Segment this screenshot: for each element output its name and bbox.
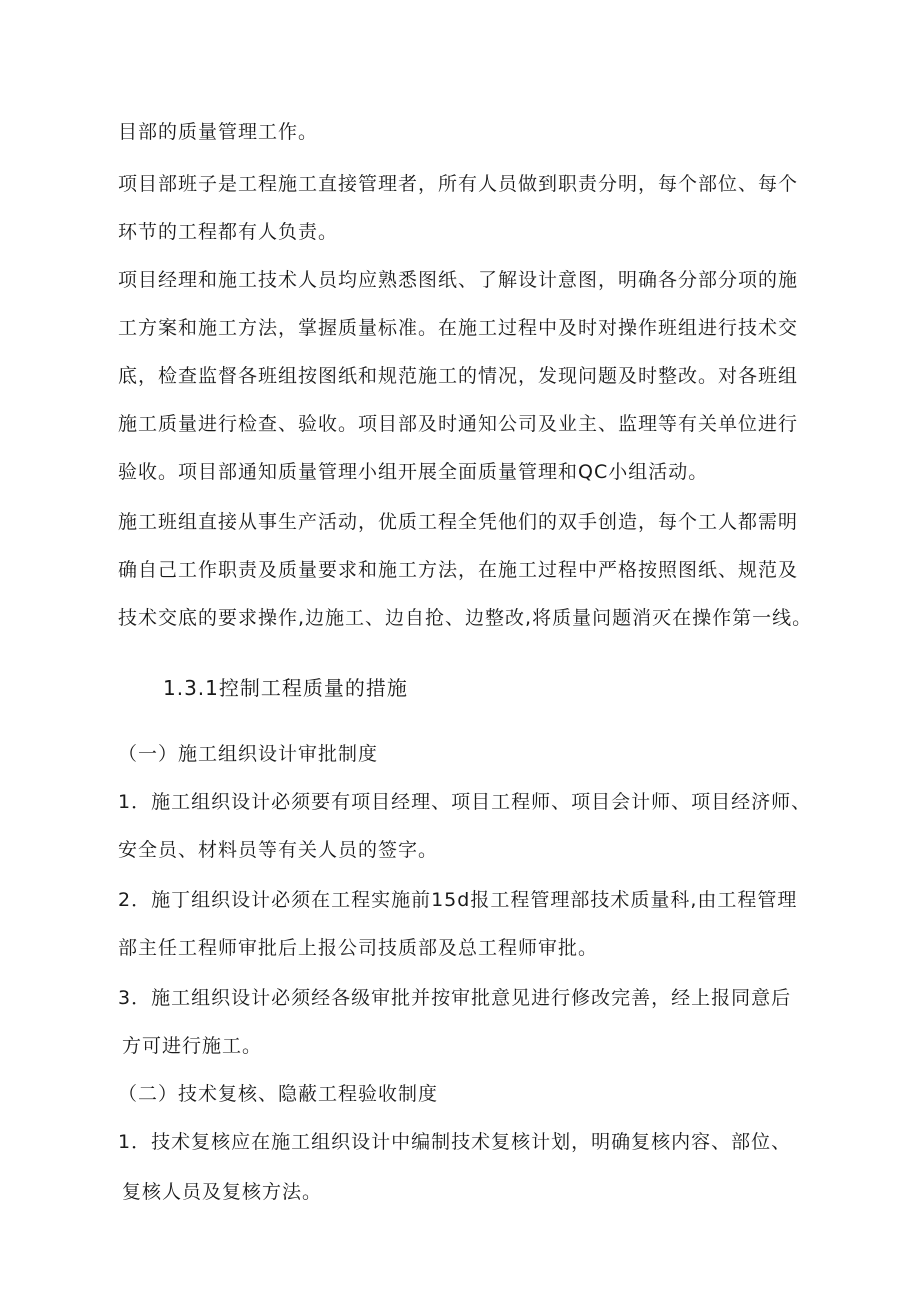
- paragraph-line: 底，检查监督各班组按图纸和规范施工的情况，发现问题及时整改。对各班组: [118, 365, 799, 387]
- list-item: 3．施工组织设计必须经各级审批并按审批意见进行修改完善，经上报同意后: [118, 987, 792, 1009]
- paragraph-line: 验收。项目部通知质量管理小组开展全面质量管理和QC小组活动。: [118, 461, 709, 483]
- paragraph-line: 工方案和施工方法，掌握质量标准。在施工过程中及时对操作班组进行技术交: [118, 317, 799, 339]
- paragraph-line: 环节的工程都有人负责。: [118, 221, 339, 243]
- list-item-continuation: 部主任工程师审批后上报公司技质部及总工程师审批。: [118, 937, 599, 959]
- subsection-heading: （二）技术复核、隐蔽工程验收制度: [118, 1083, 439, 1105]
- paragraph-line: 技术交底的要求操作,边施工、边自抢、边整改,将质量问题消灭在操作第一线。: [118, 607, 813, 629]
- list-item: 2．施丁组织设计必须在工程实施前15d报工程管理部技术质量科,由工程管理: [118, 889, 798, 911]
- subsection-heading: （一）施工组织设计审批制度: [118, 743, 379, 765]
- paragraph-line: 项目部班子是工程施工直接管理者，所有人员做到职责分明，每个部位、每个: [118, 173, 799, 195]
- list-item-continuation: 安全员、材料员等有关人员的签字。: [118, 839, 439, 861]
- list-item: 1．技术复核应在施工组织设计中编制技术复核计划，明确复核内容、部位、: [118, 1131, 792, 1153]
- list-item-continuation: 方可进行施工。: [122, 1035, 263, 1057]
- section-heading: 1.3.1控制工程质量的措施: [163, 676, 408, 700]
- paragraph-line: 施工班组直接从事生产活动，优质工程全凭他们的双手创造，每个工人都需明: [118, 511, 799, 533]
- paragraph-line: 目部的质量管理工作。: [118, 121, 319, 143]
- paragraph-line: 项目经理和施工技术人员均应熟悉图纸、了解设计意图，明确各分部分项的施: [118, 269, 799, 291]
- paragraph-line: 施工质量进行检查、验收。项目部及时通知公司及业主、监理等有关单位进行: [118, 413, 799, 435]
- list-item: 1．施工组织设计必须要有项目经理、项目工程师、项目会计师、项目经济师、: [118, 791, 812, 813]
- list-item-continuation: 复核人员及复核方法。: [122, 1181, 323, 1203]
- paragraph-line: 确自己工作职责及质量要求和施工方法，在施工过程中严格按照图纸、规范及: [118, 559, 799, 581]
